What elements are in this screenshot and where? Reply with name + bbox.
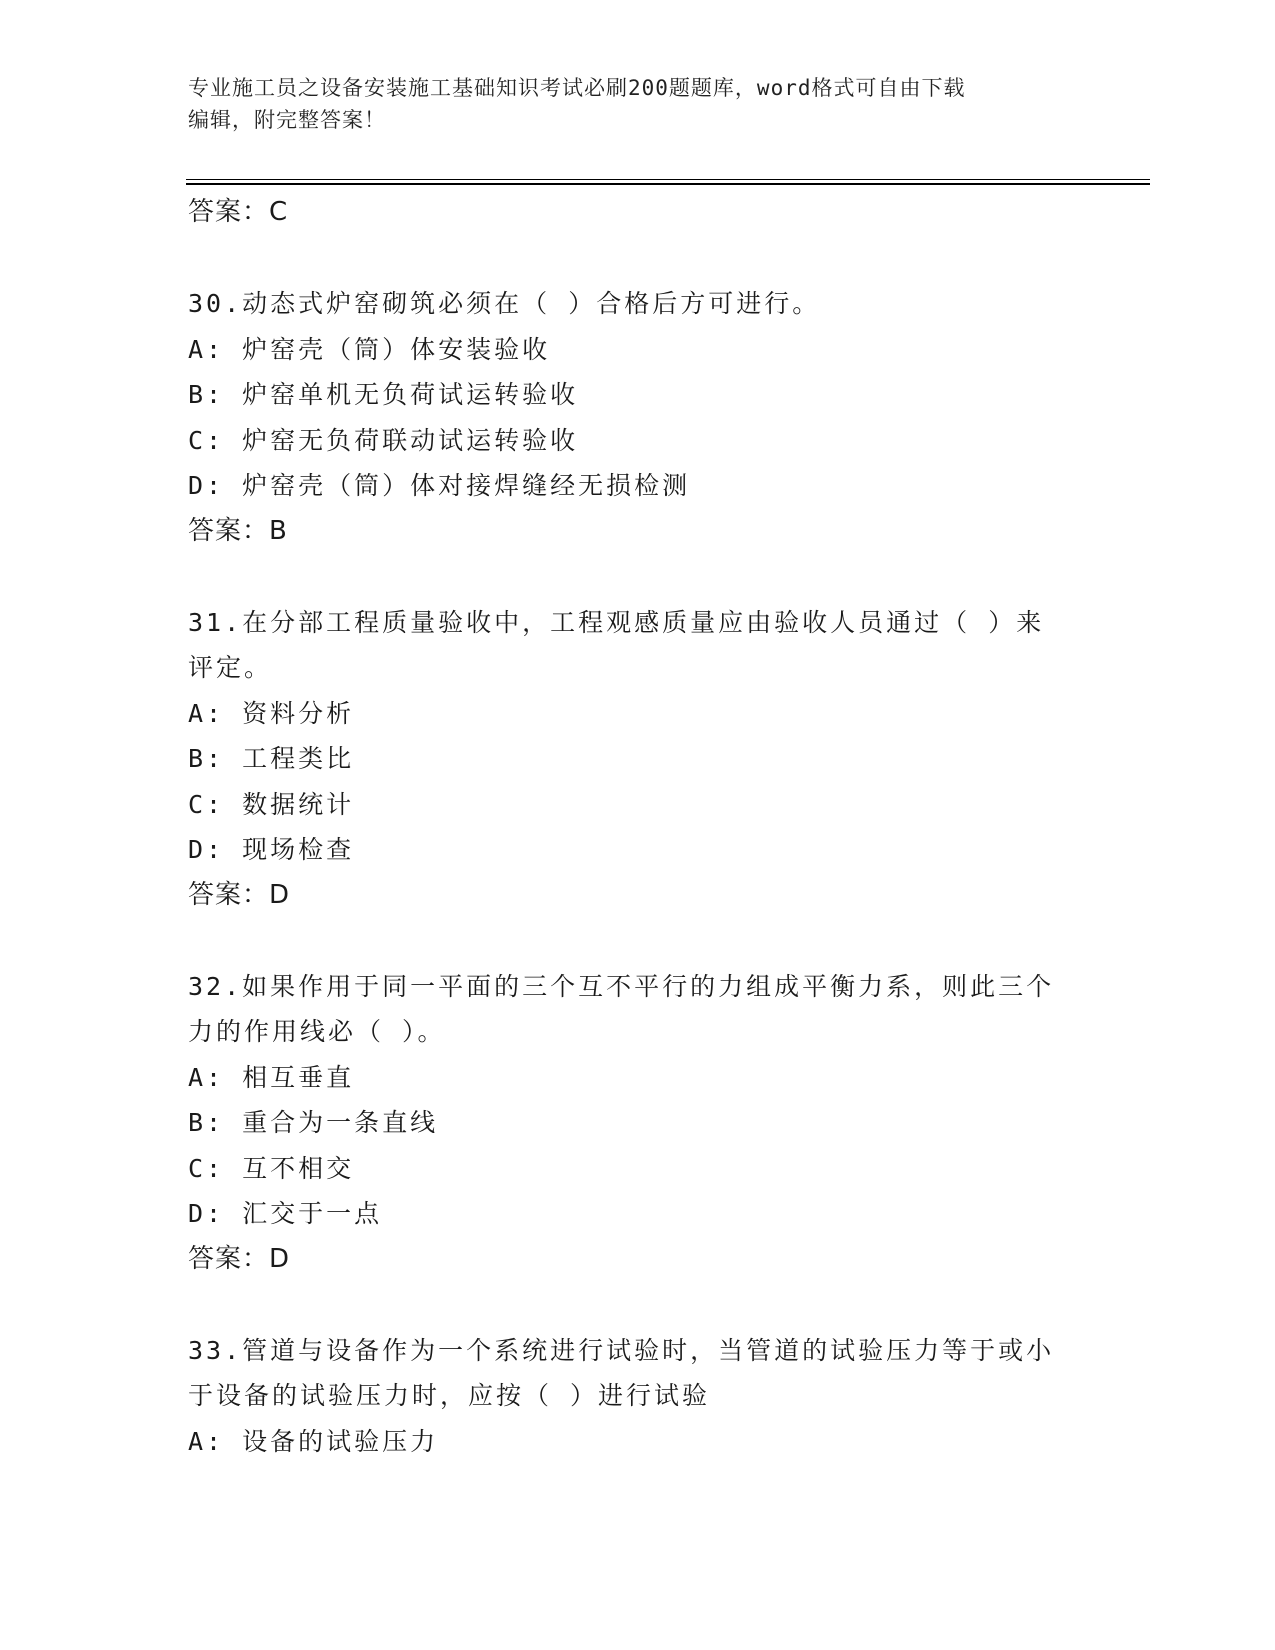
spacer (188, 1282, 1088, 1328)
header-divider-thick (186, 183, 1150, 185)
option-b: B: 炉窑单机无负荷试运转验收 (188, 380, 579, 409)
question-33 (188, 1328, 1088, 1465)
option-d: D: 现场检查 (188, 835, 355, 864)
question-31 (188, 600, 1088, 919)
spacer (188, 918, 1088, 964)
question-list (188, 190, 1088, 1464)
spacer (188, 554, 1088, 600)
option-c: C: 数据统计 (188, 789, 355, 819)
option-d: D: 炉窑壳（筒）体对接焊缝经无损检测 (188, 471, 691, 500)
option-c: C: 炉窑无负荷联动试运转验收 (188, 425, 579, 455)
option-a: A: 资料分析 (188, 698, 355, 728)
option-a: A: 炉窑壳（筒）体安装验收 (188, 334, 551, 364)
header-line-2: 编辑，附完整答案！ (188, 108, 386, 132)
option-a: A: 相互垂直 (188, 1062, 355, 1092)
question-stem-continued: 于设备的试验压力时，应按（ ）进行试验 (188, 1381, 711, 1410)
question-stem-continued: 评定。 (188, 653, 273, 682)
option-c: C: 互不相交 (188, 1153, 355, 1183)
page-header (188, 72, 1088, 136)
option-d: D: 汇交于一点 (188, 1199, 383, 1228)
question-stem-continued: 力的作用线必（ ）。 (188, 1017, 446, 1046)
question-stem: 30.动态式炉窑砌筑必须在（ ）合格后方可进行。 (188, 289, 821, 318)
question-stem: 31.在分部工程质量验收中，工程观感质量应由验收人员通过（ ）来 (188, 607, 1045, 637)
header-divider-thin (186, 179, 1150, 180)
answer: 答案：D (188, 879, 291, 910)
spacer (188, 236, 1088, 282)
option-b: B: 重合为一条直线 (188, 1108, 439, 1137)
question-stem: 33.管道与设备作为一个系统进行试验时，当管道的试验压力等于或小 (188, 1335, 1055, 1365)
answer: 答案：D (188, 1243, 291, 1274)
question-32 (188, 964, 1088, 1283)
answer: 答案：B (188, 515, 288, 546)
header-line-1: 专业施工员之设备安装施工基础知识考试必刷200题题库，word格式可自由下载 (188, 76, 966, 100)
option-a: A: 设备的试验压力 (188, 1426, 439, 1456)
option-b: B: 工程类比 (188, 744, 355, 773)
question-stem: 32.如果作用于同一平面的三个互不平行的力组成平衡力系，则此三个 (188, 971, 1055, 1001)
question-30 (188, 281, 1088, 554)
previous-answer: 答案：C (188, 197, 289, 227)
